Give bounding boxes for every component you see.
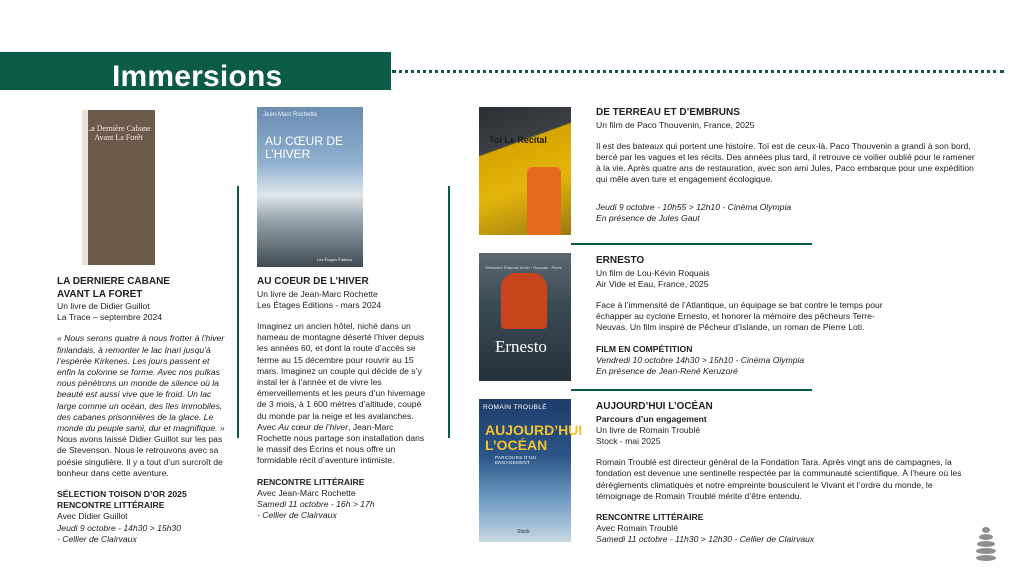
book2-event-date: Samedi 11 octobre - 16h > 17h	[257, 498, 375, 509]
row-divider-2	[571, 389, 812, 391]
book1-event-label2: RENCONTRE LITTÉRAIRE	[57, 500, 165, 511]
poster-figure	[501, 273, 547, 329]
film2-title: ERNESTO	[596, 255, 645, 266]
column-divider-2	[448, 186, 450, 438]
book-cover-derniere-cabane	[82, 110, 155, 265]
film-poster-ernesto	[479, 253, 571, 381]
book3-publisher: Stock - mai 2025	[596, 435, 661, 446]
cover-title: La Dernière Cabane Avant La Forêt	[86, 124, 151, 142]
poster-credits: Sébastien Roquais Kévin · Roquais · Perez	[485, 265, 562, 270]
row-divider-1	[571, 243, 812, 245]
book1-publisher: La Trace – septembre 2024	[57, 312, 163, 323]
book2-block	[257, 276, 427, 521]
book2-event-with: Avec Jean-Marc Rochette	[257, 487, 356, 498]
film1-credit: Un film de Paco Thouvenin, France, 2025	[596, 119, 755, 130]
poster-title: Ernesto	[495, 337, 547, 356]
dotted-divider	[392, 70, 1004, 73]
poster-text: Toï Le Recital	[489, 135, 547, 145]
book1-block	[57, 276, 229, 545]
cover-subtitle: PARCOURS D’UN ENGAGEMENT	[495, 455, 537, 465]
book3-event-label: RENCONTRE LITTÉRAIRE	[596, 511, 704, 522]
book1-event-date: Jeudi 9 octobre - 14h30 > 15h30	[57, 522, 181, 533]
book2-publisher: Les Étages Éditions - mars 2024	[257, 299, 382, 310]
book1-desc: Nous avons laissé Didier Guillot sur les pas de Stevenson. Nous le retrouvons avec sa poésie singulière. Il y a tout d’un surcroît de bonheur dans cette aventure.	[57, 434, 223, 478]
film2-credit: Un film de Lou-Kévin Roquais	[596, 267, 710, 278]
film2-event-with: En présence de Jean-René Keruzoré	[596, 365, 738, 376]
film1-description: Il est des bateaux qui portent une histoire. Toï est de ceux-là. Paco Thouvenin a grandi à son bord, bercé par les vagues et les récits. Des années plus tard, il retrouve ce voilier oublié pour le ramener à la vie. Après quatre ans de restauration, avec son ami Jules, Paco embarque pour une expédition qui mêle aven ture et engagement écologique.	[596, 140, 975, 185]
book3-description: Romain Troublé est directeur général de la Fondation Tara. Après vingt ans de campagnes, la fondation est devenue une sentinelle respectée par la communauté scientifique. À l’heure où les dérèglements climatiques et notre empreinte bousculent le Vivant et l’ordre du monde, le témoignage de Romain Troublé mérite d’être entendu.	[596, 457, 962, 501]
book1-description	[57, 333, 229, 479]
book3-event-with: Avec Romain Troublé	[596, 523, 679, 534]
book1-title-line1: LA DERNIERE CABANE	[57, 276, 170, 287]
book3-author: Un livre de Romain Troublé	[596, 424, 701, 435]
film2-event-label: FILM EN COMPÉTITION	[596, 343, 693, 354]
film1-block	[596, 107, 976, 224]
column-divider-1	[237, 186, 239, 438]
book2-event-place: - Cellier de Clairvaux	[257, 510, 337, 521]
book2-title: AU COEUR DE L’HIVER	[257, 276, 369, 287]
book2-description	[257, 321, 427, 467]
book2-desc-b: , Jean-Marc Rochette nous partage son installation dans le massif des Écrins et nous offre un formidable récit d’aventure intimiste.	[257, 421, 425, 466]
book1-event-label1: SÉLECTION TOISON D’OR 2025	[57, 489, 187, 500]
stacked-stones-icon	[975, 526, 997, 562]
book3-block	[596, 401, 968, 546]
cover-author: Jean-Marc Rochette	[263, 112, 318, 118]
cover-title: AUJOURD’HUI L’OCÉAN	[485, 422, 583, 453]
book-cover-au-coeur-de-lhiver	[257, 107, 363, 267]
book3-subtitle: Parcours d’un engagement	[596, 413, 707, 424]
film2-event-date: Vendredi 10 octobre 14h30 > 15h10 - Cinéma Olympia	[596, 354, 805, 365]
book1-event-with: Avec Didier Guillot	[57, 511, 128, 522]
cover-title: AU CŒUR DE L’HIVER	[265, 134, 344, 161]
film-poster-de-terreau	[479, 107, 571, 235]
book2-desc-italic: Au cœur de l’hiver	[278, 421, 349, 432]
film2-credit2: Air Vide et Eau, France, 2025	[596, 278, 709, 289]
film2-block	[596, 255, 896, 377]
book1-title-line2: AVANT LA FORET	[57, 288, 143, 300]
poster-figure	[527, 167, 561, 235]
book2-desc-a: Imaginez un ancien hôtel, niché dans un hameau de montagne déserté l’hiver depuis les années 60, et dont la route d’accès se ferme au 15 décembre pour rouvrir au 15 mars. Imaginez un couple qui décide de s’y instal ler à l’année et de vivre les émerveillements et les peurs d’un hivernage de 3 mois, à 1 600 mètres d’altitude, coupé du monde par la neige et les avalanches. Avec	[257, 320, 426, 432]
book2-author: Un livre de Jean-Marc Rochette	[257, 288, 378, 299]
cover-publisher: Les Étages Éditions	[317, 257, 353, 262]
film1-event-with: En présence de Jules Gaut	[596, 212, 700, 223]
book1-author: Un livre de Didier Guillot	[57, 301, 150, 311]
book2-event-label: RENCONTRE LITTÉRAIRE	[257, 476, 365, 487]
book1-event-place: - Cellier de Clairvaux	[57, 533, 137, 544]
cover-publisher: Stock	[517, 529, 530, 535]
cover-author: ROMAIN TROUBLÉ	[483, 404, 547, 411]
section-title: Immersions	[112, 60, 283, 93]
book3-title: AUJOURD’HUI L’OCÉAN	[596, 401, 713, 412]
film1-title: DE TERREAU ET D’EMBRUNS	[596, 107, 740, 118]
film1-event-date: Jeudi 9 octobre - 10h55 > 12h10 - Cinéma Olympia	[596, 201, 792, 212]
film2-description: Face à l’immensité de l’Atlantique, un équipage se bat contre le temps pour échapper au cyclone Ernesto, et honorer la mémoire des pêcheurs Terre-Neuvas. Un film inspiré de Pêcheur d’Islande, un roman de Pierre Loti.	[596, 299, 883, 333]
book1-quote: « Nous serons quatre à nous frotter à l’hiver finlandais, à remonter le lac Inari jusqu’à l’espérée Kirkenes. Les jours passent et enfin la colonne se forme. Avec nos pulkas nous pénétrons un monde de silence où la beauté est aussi vive que le froid. Un lac large comme un océan, des îles immobiles, des cabanes prisonnières de la glace. Le monde du peuple sami, dur et magnifique. »	[57, 333, 225, 434]
book3-event-date: Samedi 11 octobre - 11h30 > 12h30 - Cellier de Clairvaux	[596, 534, 815, 545]
book-cover-aujourdhui-locean	[479, 399, 583, 542]
